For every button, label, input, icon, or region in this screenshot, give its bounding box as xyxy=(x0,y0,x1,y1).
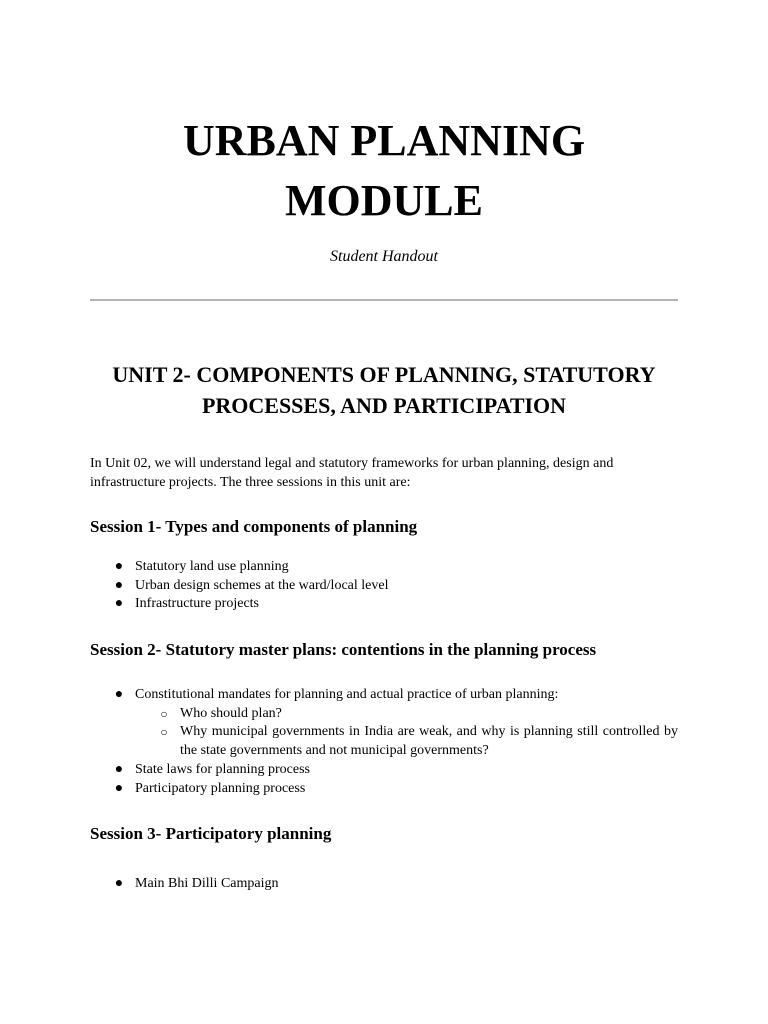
list-item-text: Constitutional mandates for planning and actual practice of urban planning: xyxy=(135,687,559,702)
nested-list xyxy=(135,705,678,761)
list-item xyxy=(90,875,678,894)
nested-list-item-text: Why municipal governments in India are weak, and why is planning still controlled by the state governments and not municipal governments? xyxy=(180,724,678,759)
list-item xyxy=(90,686,678,761)
intro-paragraph: In Unit 02, we will understand legal and statutory frameworks for urban planning, design and infrastructure projects. The three sessions in this unit are: xyxy=(90,456,614,490)
bullet-icon: ● xyxy=(114,559,124,574)
bullet-icon: ● xyxy=(114,780,124,796)
horizontal-divider xyxy=(90,299,678,301)
list-item-text: Main Bhi Dilli Campaign xyxy=(135,876,279,891)
session-1-list xyxy=(90,558,678,614)
list-item xyxy=(90,780,678,799)
nested-list-item-text: Who should plan? xyxy=(180,705,282,721)
list-item-text: Statutory land use planning xyxy=(135,559,289,574)
session-2-list xyxy=(90,686,678,798)
bullet-icon: ● xyxy=(114,596,124,612)
document-title: URBAN PLANNING MODULE xyxy=(182,116,586,225)
circle-bullet-icon: ○ xyxy=(160,706,168,721)
session-2-heading: Session 2- Statutory master plans: contentions in the planning process xyxy=(90,640,597,659)
bullet-icon: ● xyxy=(114,761,124,777)
unit-heading: UNIT 2- COMPONENTS OF PLANNING, STATUTORY PROCESSES, AND PARTICIPATION xyxy=(112,362,656,418)
bullet-icon: ● xyxy=(114,687,124,702)
list-item xyxy=(90,595,678,614)
list-item-text: State laws for planning process xyxy=(135,761,310,777)
bullet-icon: ● xyxy=(114,876,124,891)
document-subtitle: Student Handout xyxy=(330,248,438,265)
session-3-list xyxy=(90,875,678,894)
list-item-text: Participatory planning process xyxy=(135,780,306,796)
list-item xyxy=(90,761,678,780)
list-item-text: Urban design schemes at the ward/local level xyxy=(135,577,389,593)
circle-bullet-icon: ○ xyxy=(160,725,168,740)
bullet-icon: ● xyxy=(114,577,124,593)
session-3-heading: Session 3- Participatory planning xyxy=(90,824,332,843)
session-1-heading: Session 1- Types and components of planning xyxy=(90,517,418,536)
nested-list-item xyxy=(135,705,678,724)
list-item xyxy=(90,577,678,596)
list-item xyxy=(90,558,678,577)
nested-list-item xyxy=(135,723,678,760)
list-item-text: Infrastructure projects xyxy=(135,596,259,612)
